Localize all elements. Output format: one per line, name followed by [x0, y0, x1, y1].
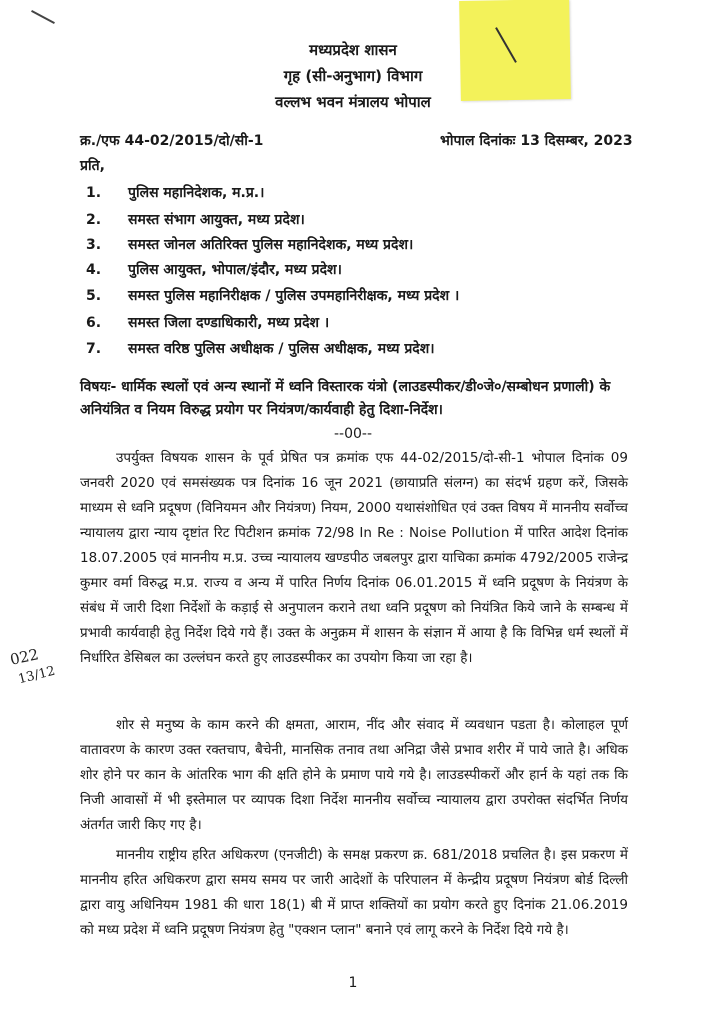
handwritten-inward-date: 13/12 [16, 663, 57, 688]
reference-number: क्र./एफ 44-02/2015/दो/सी-1 [80, 133, 264, 149]
recipient-number: 4. [86, 262, 102, 278]
recipient-number: 1. [86, 185, 102, 201]
addressee-label: प्रति, [80, 158, 105, 174]
recipient-number: 5. [86, 288, 102, 304]
recipient-item [86, 260, 342, 280]
recipient-item [86, 210, 305, 230]
recipient-number: 6. [86, 315, 102, 331]
recipient-text: पुलिस आयुक्त, भोपाल/इंदौर, मध्य प्रदेश। [128, 262, 342, 278]
body-paragraph: शोर से मनुष्य के काम करने की क्षमता, आराम, नींद और संवाद में व्यवधान पडता है। कोलाहल पूर्ण वातावरण के कारण उक्त रक्तचाप, बैचेनी, मानसिक तनाव तथा अनिद्रा जैसे प्रभाव शरीर में पाये जाते है। अधिक शोर होने पर कान के आंतरिक भाग की क्षति होने के प्रमाण पाये गये है। लाउडस्पीकरों और हार्न के यहां तक कि निजी आवासों में भी इस्तेमाल पर व्यापक दिशा निर्देश माननीय सर्वोच्च न्यायालय द्वारा उपरोक्त संदर्भित निर्णय अंतर्गत जारी किए गए है। [80, 717, 628, 833]
header-government: मध्यप्रदेश शासन [309, 41, 397, 59]
recipient-number: 2. [86, 212, 102, 228]
pen-mark [31, 10, 55, 24]
recipient-text: समस्त संभाग आयुक्त, मध्य प्रदेश। [128, 212, 305, 228]
header-address: वल्लभ भवन मंत्रालय भोपाल [275, 93, 431, 111]
recipient-item [86, 183, 264, 203]
recipient-text: समस्त वरिष्ठ पुलिस अधीक्षक / पुलिस अधीक्षक, मध्य प्रदेश। [128, 341, 435, 357]
page-number: 1 [348, 975, 358, 991]
recipient-item [86, 286, 459, 306]
letter-date: भोपाल दिनांकः 13 दिसम्बर, 2023 [440, 133, 633, 149]
subject-line: विषयः- धार्मिक स्थलों एवं अन्य स्थानों में ध्वनि विस्तारक यंत्रो (लाउडस्पीकर/डी०जे०/सम्बोधन प्रणाली) के अनियंत्रित व नियम विरुद्ध प्रयोग पर नियंत्रण/कार्यवाही हेतु दिशा-निर्देश। [80, 379, 611, 418]
recipient-number: 3. [86, 237, 102, 253]
separator: --00-- [333, 426, 373, 442]
handwritten-inward-number: 022 [8, 645, 41, 669]
body-paragraph: उपर्युक्त विषयक शासन के पूर्व प्रेषित पत्र क्रमांक एफ 44-02/2015/दो-सी-1 भोपाल दिनांक 09 जनवरी 2020 एवं समसंख्यक पत्र दिनांक 16 जून 2021 (छायाप्रति संलग्न) का संदर्भ ग्रहण करें, जिसके माध्यम से ध्वनि प्रदूषण (विनियमन और नियंत्रण) नियम, 2000 यथासंशोधित एवं उक्त विषय में माननीय सर्वोच्च न्यायालय द्वारा न्याय दृष्टांत रिट पिटीशन क्रमांक 72/98 In Re : Noise Pollution में पारित आदेश दिनांक 18.07.2005 एवं माननीय म.प्र. उच्च न्यायालय खण्डपीठ जबलपुर द्वारा याचिका क्रमांक 4792/2005 राजेन्द्र कुमार वर्मा विरुद्ध म.प्र. राज्य व अन्य में पारित निर्णय दिनांक 06.01.2015 में ध्वनि प्रदूषण के नियंत्रण के संबंध में जारी दिशा निर्देशों के कड़ाई से अनुपालन कराने तथा ध्वनि प्रदूषण को नियंत्रित किये जाने के सम्बन्ध में प्रभावी कार्यवाही हेतु निर्देश दिये गये हैं। उक्त के अनुक्रम में शासन के संज्ञान में आया है कि विभिन्न धर्म स्थलों में निर्धारित डेसिबल का उल्लंघन करते हुए लाउडस्पीकर का उपयोग किया जा रहा है। [80, 450, 628, 666]
body-paragraph: माननीय राष्ट्रीय हरित अधिकरण (एनजीटी) के समक्ष प्रकरण क्र. 681/2018 प्रचलित है। इस प्रकरण में माननीय हरित अधिकरण द्वारा समय समय पर जारी आदेशों के परिपालन में केन्द्रीय प्रदूषण नियंत्रण बोर्ड दिल्ली द्वारा वायु अधिनियम 1981 की धारा 18(1) बी में प्राप्त शक्तियों का प्रयोग करते हुए दिनांक 21.06.2019 को मध्य प्रदेश में ध्वनि प्रदूषण नियंत्रण हेतु "एक्शन प्लान" बनाने एवं लागू करने के निर्देश दिये गये है। [80, 847, 628, 938]
recipient-text: समस्त जिला दण्डाधिकारी, मध्य प्रदेश । [128, 315, 330, 331]
recipient-number: 7. [86, 341, 102, 357]
recipient-item [86, 313, 329, 333]
recipient-item [86, 235, 413, 255]
header-department: गृह (सी-अनुभाग) विभाग [283, 67, 423, 85]
recipient-text: समस्त पुलिस महानिरीक्षक / पुलिस उपमहानिरीक्षक, मध्य प्रदेश । [128, 288, 460, 304]
recipient-item [86, 339, 435, 359]
recipient-text: पुलिस महानिदेशक, म.प्र.। [128, 185, 265, 201]
recipient-text: समस्त जोनल अतिरिक्त पुलिस महानिदेशक, मध्य प्रदेश। [128, 237, 414, 253]
